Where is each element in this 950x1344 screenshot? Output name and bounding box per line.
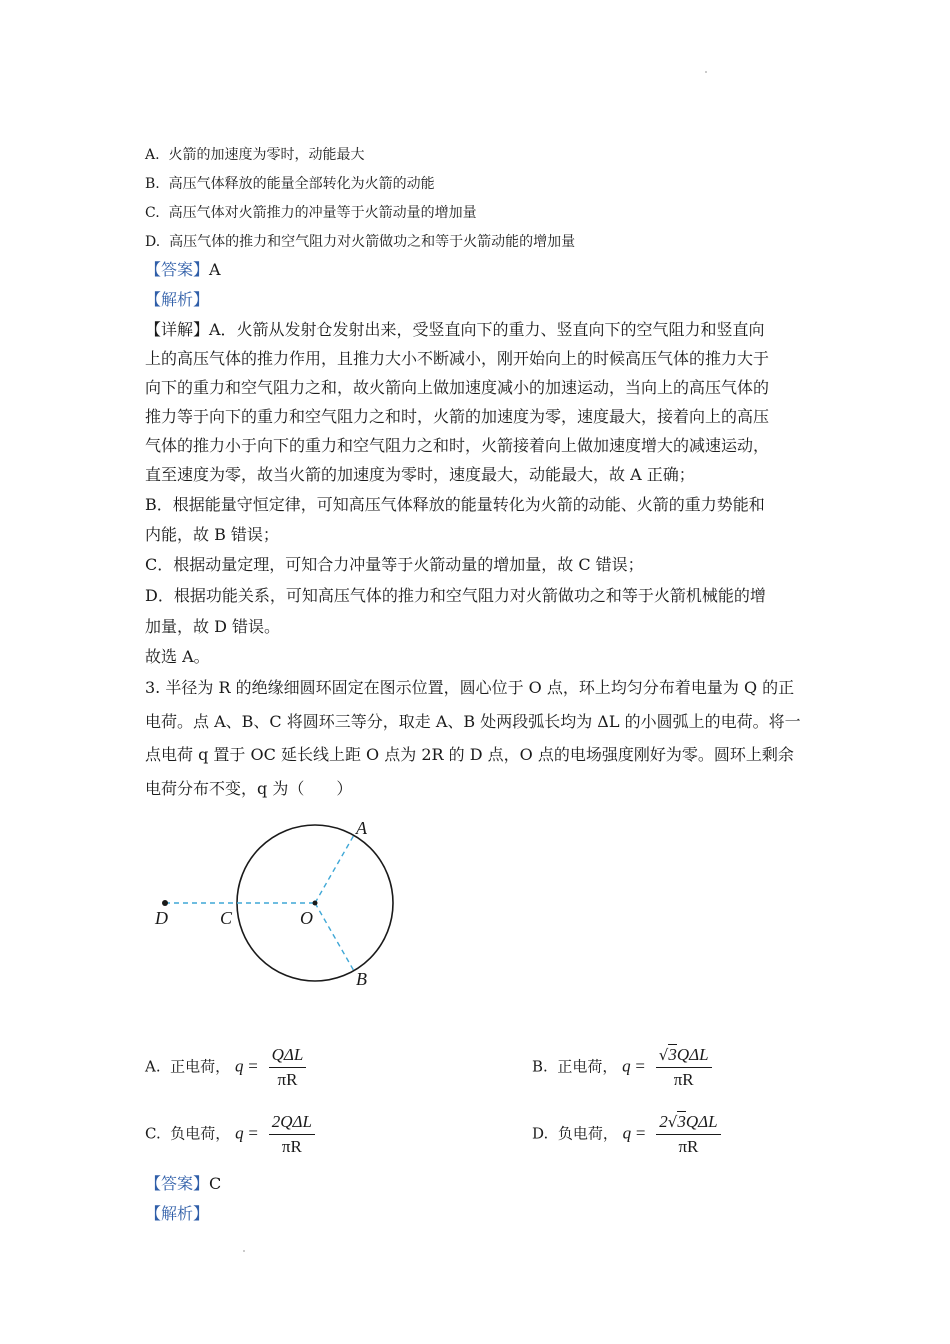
label-d: D bbox=[155, 908, 168, 928]
point-d-dot bbox=[162, 900, 168, 906]
fraction: $\frac{\text{2QΔL}}{\pi R}$ bbox=[269, 1112, 315, 1157]
choice-b: B. 正电荷， q = $\frac{\text{√3QΔL}}{\pi R}$ bbox=[532, 1045, 712, 1090]
answer-tag: 【答案】 bbox=[145, 260, 210, 279]
ring-diagram bbox=[140, 810, 420, 1000]
footer-mark bbox=[243, 1250, 245, 1252]
answer-line bbox=[145, 260, 221, 280]
label-a: A bbox=[356, 818, 367, 838]
detail-line: C．根据动量定理，可知合力冲量等于火箭动量的增加量，故 C 错误； bbox=[145, 555, 644, 574]
option-a: A. 火箭的加速度为零时，动能最大 bbox=[145, 147, 365, 163]
corner-mark bbox=[705, 71, 707, 73]
q3-stem-line: 电荷。点 A、B、C 将圆环三等分，取走 A、B 处两段弧长均为 ΔL 的小圆弧上的电荷。将一 bbox=[145, 712, 801, 731]
option-d: D. 高压气体的推力和空气阻力对火箭做功之和等于火箭动能的增加量 bbox=[145, 234, 576, 250]
answer-value: A bbox=[209, 260, 221, 279]
detail-line: 推力等于向下的重力和空气阻力之和时，火箭的加速度为零，速度最大，接着向上的高压 bbox=[145, 407, 770, 426]
option-b: B. 高压气体释放的能量全部转化为火箭的动能 bbox=[145, 176, 435, 192]
point-o-dot bbox=[313, 901, 318, 906]
dashed-line-ob bbox=[315, 903, 354, 971]
detail-line: 【详解】A．火箭从发射仓发射出来，受竖直向下的重力、竖直向下的空气阻力和竖直向 bbox=[145, 320, 765, 339]
fraction: $\frac{\text{QΔL}}{\pi R}$ bbox=[269, 1045, 307, 1090]
detail-line: 气体的推力小于向下的重力和空气阻力之和时，火箭接着向上做加速度增大的减速运动， bbox=[145, 436, 770, 455]
detail-line: 故选 A。 bbox=[145, 647, 210, 666]
detail-line: 向下的重力和空气阻力之和，故火箭向上做加速度减小的加速运动，当向上的高压气体的 bbox=[145, 378, 770, 397]
q3-stem-line: 点电荷 q 置于 OC 延长线上距 O 点为 2R 的 D 点，O 点的电场强度刚好为零。圆环上剩余 bbox=[145, 745, 794, 764]
option-c: C. 高压气体对火箭推力的冲量等于火箭动量的增加量 bbox=[145, 205, 477, 221]
analysis-line bbox=[145, 290, 209, 310]
fraction: $\frac{\text{√3QΔL}}{\pi R}$ bbox=[656, 1045, 712, 1090]
analysis-tag: 【解析】 bbox=[145, 290, 210, 309]
q3-answer-line bbox=[145, 1174, 221, 1194]
label-c: C bbox=[220, 908, 233, 928]
detail-line: 内能，故 B 错误； bbox=[145, 525, 279, 544]
detail-line: 上的高压气体的推力作用，且推力大小不断减小，刚开始向上的时候高压气体的推力大于 bbox=[145, 349, 770, 368]
label-o: O bbox=[300, 908, 313, 928]
choice-c: C. 负电荷， q = $\frac{\text{2QΔL}}{\pi R}$ bbox=[145, 1112, 315, 1157]
dashed-line-oa bbox=[315, 835, 354, 903]
q3-stem-line: 电荷分布不变，q 为（ ） bbox=[145, 779, 353, 798]
choice-a: A. 正电荷， q = $\frac{\text{QΔL}}{\pi R}$ bbox=[145, 1045, 306, 1090]
analysis-tag: 【解析】 bbox=[145, 1204, 210, 1223]
answer-value: C bbox=[209, 1174, 222, 1193]
detail-line: 直至速度为零，故当火箭的加速度为零时，速度最大，动能最大，故 A 正确； bbox=[145, 465, 695, 484]
label-b: B bbox=[356, 969, 367, 989]
q3-analysis-line bbox=[145, 1204, 209, 1224]
detail-line: 加量，故 D 错误。 bbox=[145, 617, 281, 636]
detail-line: D．根据功能关系，可知高压气体的推力和空气阻力对火箭做功之和等于火箭机械能的增 bbox=[145, 586, 766, 605]
choice-d: D. 负电荷， q = $\frac{\text{2√3QΔL}}{\pi R}$ bbox=[532, 1112, 721, 1157]
answer-tag: 【答案】 bbox=[145, 1174, 210, 1193]
fraction: $\frac{\text{2√3QΔL}}{\pi R}$ bbox=[656, 1112, 720, 1157]
q3-stem-line: 3. 半径为 R 的绝缘细圆环固定在图示位置，圆心位于 O 点，环上均匀分布着电量为 Q 的正 bbox=[145, 678, 795, 697]
detail-line: B．根据能量守恒定律，可知高压气体释放的能量转化为火箭的动能、火箭的重力势能和 bbox=[145, 495, 765, 514]
